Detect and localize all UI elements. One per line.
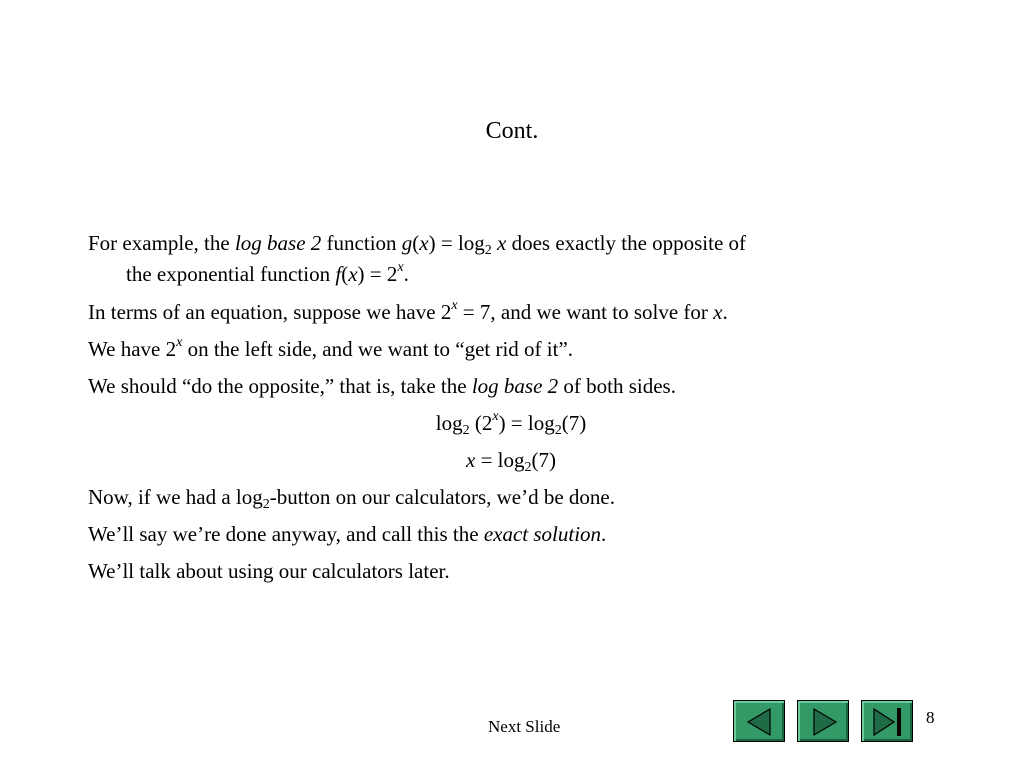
equation-line: $\log_2 (2^x) = \log_2(7)$ bbox=[435, 409, 587, 438]
next-slide-button[interactable] bbox=[797, 700, 849, 742]
text-line: In terms of an equation, suppose we have $2^x = 7$, and we want to solve for x. bbox=[88, 298, 728, 324]
previous-slide-button[interactable] bbox=[733, 700, 785, 742]
triangle-right-icon bbox=[798, 701, 850, 743]
last-slide-button[interactable] bbox=[861, 700, 913, 742]
text-line: We’ll say we’re done anyway, and call this the exact solution. bbox=[88, 522, 607, 546]
text-line: We have 2$^x$ on the left side, and we want to “get rid of it”. bbox=[88, 335, 574, 361]
text-line: the exponential function $f(x) = 2^x$. bbox=[126, 260, 409, 286]
skip-to-end-icon bbox=[862, 701, 914, 743]
text-line: We’ll talk about using our calculators later. bbox=[88, 559, 450, 583]
next-slide-link[interactable]: Next Slide bbox=[488, 717, 561, 736]
text-line: We should “do the opposite,” that is, take the log base 2 of both sides. bbox=[88, 374, 676, 398]
triangle-left-icon bbox=[734, 701, 786, 743]
text-line: Now, if we had a $\log_2$-button on our calculators, we’d be done. bbox=[88, 485, 615, 512]
text-line: For example, the log base 2 function $g(x) = \log_2 x$ does exactly the opposite of bbox=[88, 231, 747, 258]
equation-line: $x = \log_2(7)$ bbox=[465, 448, 556, 475]
page-number: 8 bbox=[926, 708, 935, 727]
slide-title: Cont. bbox=[485, 118, 539, 144]
